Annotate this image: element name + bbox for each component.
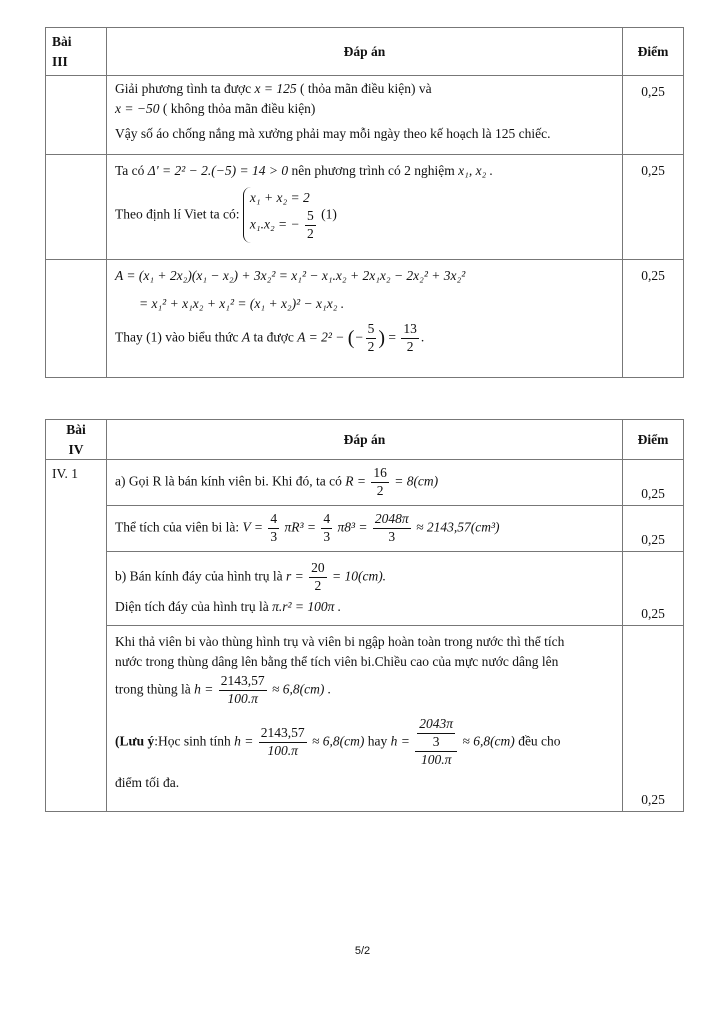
fraction: $\frac{5}{2}$ — [307, 208, 314, 242]
math: A — [241, 329, 251, 345]
score-value: 0,25 — [623, 552, 684, 626]
fraction: $\frac{4}{3}$ — [270, 511, 278, 545]
answer-cell-base-area: b) Bán kính đáy của hình trụ là r = $\frac{20}{2}$ = 10(cm). Diện tích đáy của hình trụ là π.r² = 100π . — [107, 552, 623, 626]
compound-fraction: $\frac{\frac{2043\pi}{3}}{100.\pi}$ — [415, 716, 457, 769]
viet-eq1: x₁ + x₂ = 2 — [249, 189, 310, 205]
header-bai-cell — [46, 420, 107, 460]
empty-label-cell — [46, 260, 107, 378]
header-answer: Đáp án — [107, 28, 623, 76]
score-value: 0,25 — [623, 260, 684, 378]
header-bai-number: III — [52, 53, 68, 69]
text: ( không thỏa mãn điều kiện) — [162, 100, 316, 116]
score-value: 0,25 — [623, 626, 684, 812]
equation-ref: (1) — [321, 205, 337, 221]
text: a) Gọi R là bán kính viên bi. Khi đó, ta có — [115, 473, 346, 489]
answer-table-bai-iv — [45, 419, 684, 812]
answer-table-bai-iii — [45, 27, 684, 378]
text: Diện tích đáy của hình trụ là — [115, 598, 273, 614]
fraction: $\frac{2143,57}{100.\pi}$ — [260, 724, 305, 758]
fraction: $\frac{2043\pi}{3}$ — [419, 716, 454, 749]
header-bai-cell — [46, 28, 107, 76]
header-bai-number: IV — [68, 441, 84, 457]
fraction: $\frac{20}{2}$ — [311, 560, 325, 593]
fraction: $\frac{4}{3}$ — [323, 511, 331, 545]
text: ta được — [253, 329, 298, 345]
text: Ta có — [115, 163, 148, 179]
score-value: 0,25 — [623, 155, 684, 260]
answer-cell-radius: a) Gọi R là bán kính viên bi. Khi đó, ta có R = $\frac{16}{2}$ = 8(cm) — [107, 460, 623, 506]
text: nên phương trình có 2 nghiệm — [291, 163, 459, 179]
header-score: Điểm — [623, 28, 684, 76]
header-bai-label: Bài — [52, 34, 72, 49]
score-value: 0,25 — [623, 506, 684, 552]
conclusion-text: Vậy số áo chống nắng mà xưởng phải may mỗi ngày theo kế hoạch là 125 chiếc. — [115, 126, 551, 142]
text: Thay (1) vào biểu thức — [115, 329, 242, 345]
text: Giải phương tình ta được — [115, 81, 255, 97]
answer-cell-water-height: Khi thả viên bi vào thùng hình trụ và viên bi ngập hoàn toàn trong nước thì thể tích nước trong thùng dâng lên bằng thể tích viên bi.Chiều cao của mực nước dâng lên trong thùng là h = $\frac{2143,57}{100.\pi}$ ≈ 6,8(cm) . (Lưu ý:Học sinh tính h = $\frac{2143,57}{100.\pi}$ ≈ 6,8(cm) hay h = $\frac{\frac{2043\pi}{3}}{100.\pi}$ ≈ 6,8(cm) đều cho điểm tối đa. — [107, 626, 623, 812]
page-number: 5/2 — [354, 945, 371, 957]
text: b) Bán kính đáy của hình trụ là — [115, 568, 286, 584]
note-last: điểm tối đa. — [115, 774, 180, 790]
paragraph-line: Khi thả viên bi vào thùng hình trụ và viên bi ngập hoàn toàn trong nước thì thể tích — [115, 634, 565, 650]
expression-line2: = x₁² + x₁x₂ + x₁² = (x₁ + x₂)² − x₁x₂ . — [139, 295, 345, 311]
answer-cell-equation-result — [107, 76, 623, 155]
result-fraction: $\frac{13}{2}$ — [403, 321, 417, 355]
section-label: IV. 1 — [46, 460, 107, 812]
expression-line1: A = (x₁ + 2x₂)(x₁ − x₂) + 3x₂² = x₁² − x₁.x₂ + 2x₁x₂ − 2x₂² + 3x₂² — [115, 268, 466, 284]
score-value: 0,25 — [623, 460, 684, 506]
math: A = 2² − — [297, 329, 345, 345]
paragraph-line: nước trong thùng dâng lên bằng thể tích viên bi.Chiều cao của mực nước dâng lên — [115, 653, 559, 669]
answer-cell-volume: Thể tích của viên bi là: V = $\frac{4}{3}$ πR³ = $\frac{4}{3}$ π8³ = $\frac{2048\pi}{3}$ ≈ 2143,57(cm³) — [107, 506, 623, 552]
empty-label-cell — [46, 155, 107, 260]
fraction: $\frac{2143,57}{100.\pi}$ — [220, 673, 265, 707]
math: x = −50 — [115, 100, 160, 116]
header-score: Điểm — [623, 420, 684, 460]
text: trong thùng là — [115, 681, 195, 697]
empty-label-cell — [46, 76, 107, 155]
header-bai-label: Bài — [66, 422, 86, 437]
text: đều cho — [518, 733, 561, 749]
viet-system — [243, 187, 318, 243]
score-value: 0,25 — [623, 76, 684, 155]
answer-cell-viet — [107, 155, 623, 260]
text: Thể tích của viên bi là: — [115, 519, 240, 535]
viet-label: Theo định lí Viet ta có: — [115, 205, 240, 221]
answer-cell-expression: A = (x₁ + 2x₂)(x₁ − x₂) + 3x₂² = x₁² − x₁.x₂ + 2x₁x₂ − 2x₂² + 3x₂² = x₁² + x₁x₂ + x₁² = (x₁ + x₂)² − x₁x₂ . Thay (1) vào biểu thức A ta được A = 2² − (− $\frac{5}{2}$ ) = $\frac{13}{2}$ . — [107, 260, 623, 378]
text: ( thỏa mãn điều kiện) và — [300, 81, 432, 97]
delta-math: Δ' = 2² − 2.(−5) = 14 > 0 — [147, 163, 289, 179]
fraction: $\frac{5}{2}$ — [367, 321, 375, 355]
text: :Học sinh tính — [154, 733, 235, 749]
text: hay — [367, 733, 391, 749]
fraction: $\frac{2048\pi}{3}$ — [374, 511, 409, 545]
fraction: $\frac{16}{2}$ — [373, 465, 387, 499]
roots-math: x₁, x₂ . — [458, 163, 494, 179]
header-answer: Đáp án — [107, 420, 623, 460]
math: x = 125 — [254, 81, 297, 97]
math: = — [388, 329, 396, 345]
viet-eq2: x₁.x₂ = − — [249, 216, 300, 232]
note-label: (Lưu ý — [115, 733, 155, 749]
